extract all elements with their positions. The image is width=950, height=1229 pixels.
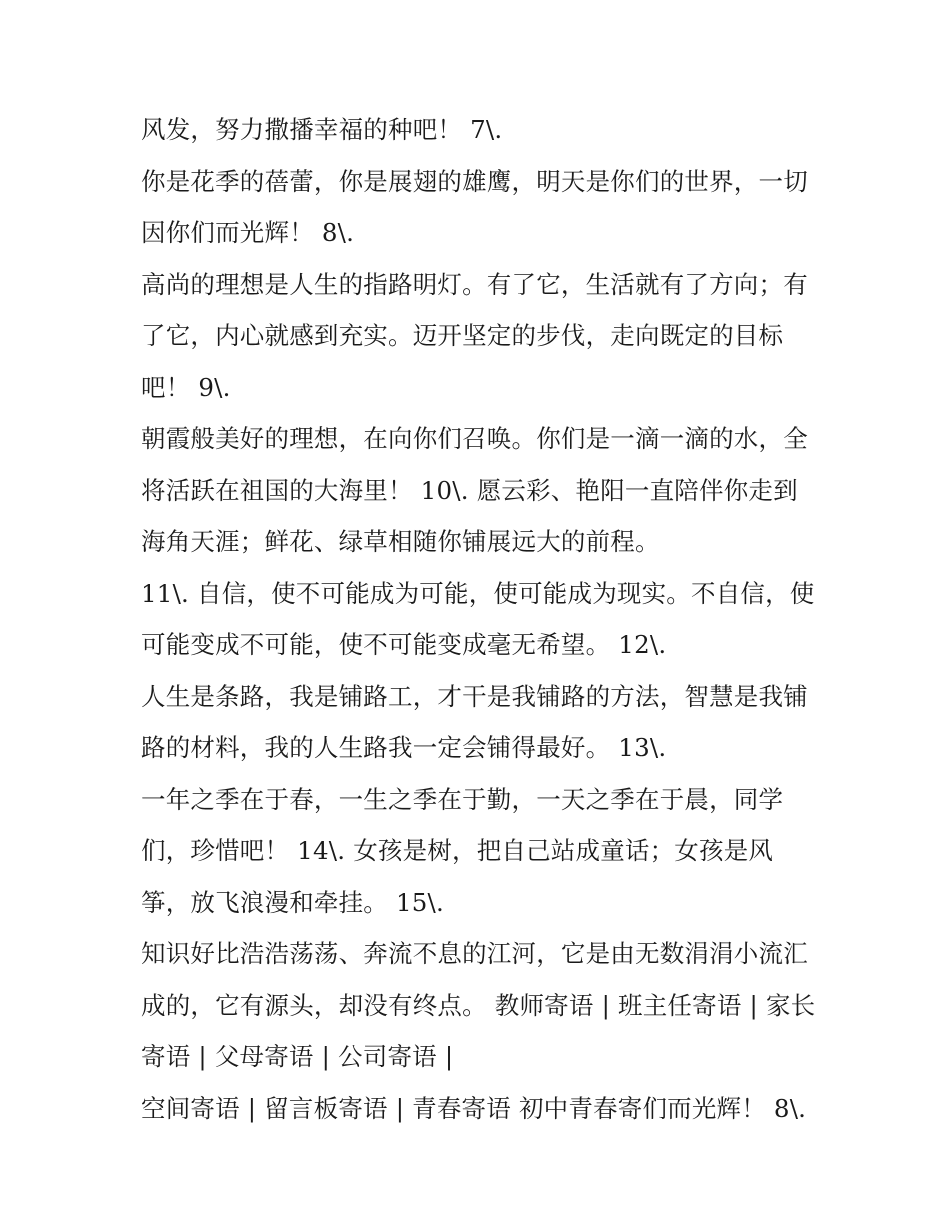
text-line: 11\. 自信，使不可能成为可能，使可能成为现实。不自信，使 [141, 578, 815, 608]
text-line: 可能变成不可能，使不可能变成毫无希望。 12\. [141, 630, 667, 659]
text-line: 你是花季的蓓蕾，你是展翅的雄鹰，明天是你们的世界，一切 [141, 166, 808, 196]
document-body [141, 109, 821, 1139]
text-line: 吧！ 9\. [141, 372, 231, 402]
text-line: 们，珍惜吧！ 14\. 女孩是树，把自己站成童话；女孩是风 [141, 836, 774, 865]
text-line: 寄语 | 父母寄语 | 公司寄语 | [141, 1042, 454, 1071]
text-line: 人生是条路，我是铺路工，才干是我铺路的方法，智慧是我铺 [141, 681, 808, 711]
text-line: 海角天涯；鲜花、绿草相随你铺展远大的前程。 [141, 527, 660, 556]
text-line: 风发，努力撒播幸福的种吧！ 7\. [141, 115, 503, 144]
text-line: 朝霞般美好的理想，在向你们召唤。你们是一滴一滴的水，全 [141, 424, 808, 453]
text-line: 筝，放飞浪漫和牵挂。 15\. [141, 887, 445, 917]
text-line: 路的材料，我的人生路我一定会铺得最好。 13\. [141, 733, 667, 762]
text-line: 高尚的理想是人生的指路明灯。有了它，生活就有了方向；有 [141, 269, 808, 299]
text-line: 成的，它有源头，却没有终点。 教师寄语 | 班主任寄语 | 家长 [141, 990, 816, 1020]
text-line: 因你们而光辉！ 8\. [141, 218, 355, 247]
text-line: 一年之季在于春，一生之季在于勤，一天之季在于晨，同学 [141, 784, 784, 814]
text-line: 将活跃在祖国的大海里！ 10\. 愿云彩、艳阳一直陪伴你走到 [141, 475, 798, 505]
text-line: 知识好比浩浩荡荡、奔流不息的江河，它是由无数涓涓小流汇 [141, 939, 808, 968]
text-line: 空间寄语 | 留言板寄语 | 青春寄语 初中青春寄们而光辉！ 8\. [141, 1093, 807, 1123]
text-line: 了它，内心就感到充实。迈开坚定的步伐，走向既定的目标 [141, 321, 784, 350]
